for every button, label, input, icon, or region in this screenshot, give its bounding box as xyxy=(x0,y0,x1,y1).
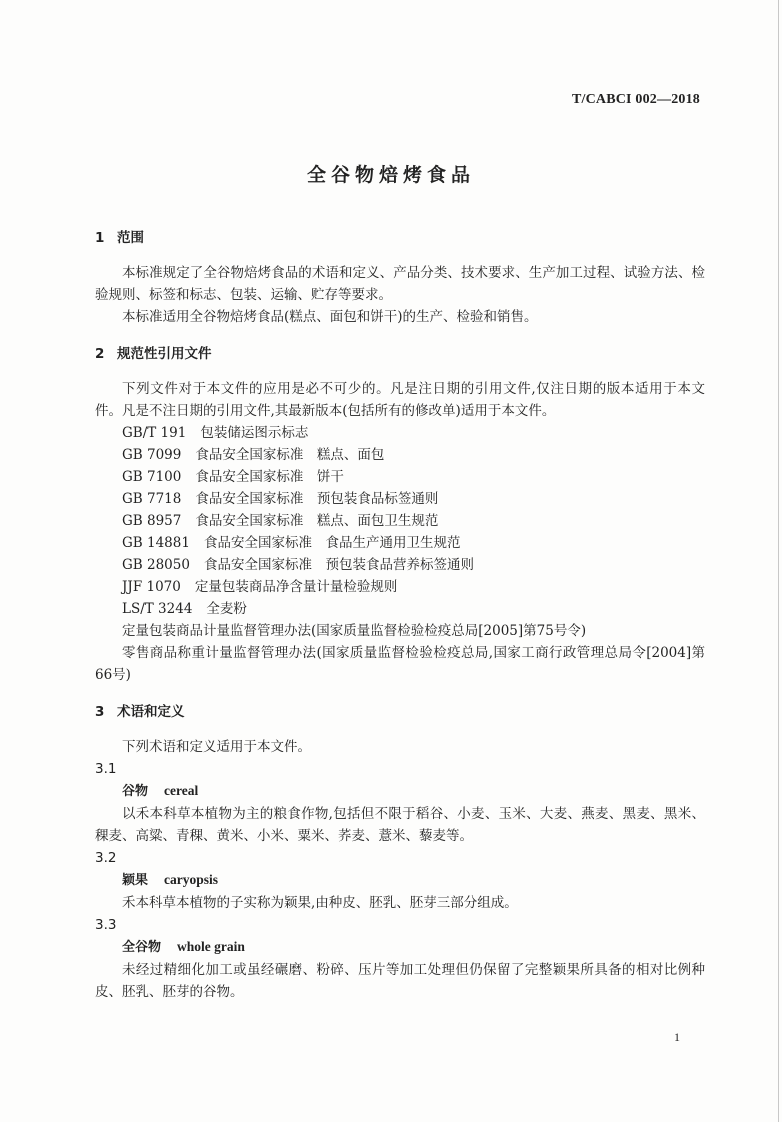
reference-item xyxy=(95,532,705,554)
reference-name: 食品安全国家标准 食品生产通用卫生规范 xyxy=(203,535,461,551)
page-number: 1 xyxy=(674,1030,680,1044)
scope-paragraph: 本标准适用全谷物焙烤食品(糕点、面包和饼干)的生产、检验和销售。 xyxy=(122,309,538,325)
reference-name: 全麦粉 xyxy=(206,601,247,617)
reference-code: LS/T 3244 xyxy=(122,601,193,617)
reference-code: GB 7100 xyxy=(122,469,182,485)
reference-name: 定量包装商品净含量计量检验规则 xyxy=(194,579,398,595)
reference-item xyxy=(95,488,705,510)
reference-item xyxy=(95,510,705,532)
reference-item xyxy=(95,598,705,620)
reference-name: 食品安全国家标准 预包装食品标签通则 xyxy=(195,491,439,507)
section-title: 范围 xyxy=(117,230,144,246)
reference-code: JJF 1070 xyxy=(122,579,181,595)
section-number: 1 xyxy=(95,230,105,246)
reference-code: GB 8957 xyxy=(122,513,182,529)
term-definition: 以禾本科草本植物为主的粮食作物,包括但不限于稻谷、小麦、玉米、大麦、燕麦、黑麦、黑米、稞麦、高粱、青稞、黄米、小米、粟米、荞麦、薏米、藜麦等。 xyxy=(95,806,705,844)
reference-item xyxy=(95,444,705,466)
term-zh: 谷物 xyxy=(122,784,149,799)
section-3-heading xyxy=(95,700,705,720)
document-body xyxy=(95,226,705,1003)
term-number: 3.3 xyxy=(95,917,117,933)
document-title: 全谷物焙烤食品 xyxy=(306,164,475,186)
section-title: 规范性引用文件 xyxy=(117,346,212,362)
term-en: caryopsis xyxy=(164,872,219,887)
term-en: cereal xyxy=(164,783,199,798)
reference-regulation: 零售商品称重计量监督管理办法(国家质量监督检验检疫总局,国家工商行政管理总局令[2004]第66号) xyxy=(95,645,705,683)
term-zh: 颖果 xyxy=(122,873,149,888)
term-number: 3.2 xyxy=(95,850,117,866)
term-zh: 全谷物 xyxy=(122,940,162,955)
reference-code: GB 7099 xyxy=(122,447,182,463)
term-definition: 未经过精细化加工或虽经碾磨、粉碎、压片等加工处理但仍保留了完整颖果所具备的相对比例种皮、胚乳、胚芽的谷物。 xyxy=(95,962,705,1000)
term-definition: 禾本科草本植物的子实称为颖果,由种皮、胚乳、胚芽三部分组成。 xyxy=(122,895,518,911)
section-number: 2 xyxy=(95,346,105,362)
reference-item xyxy=(95,554,705,576)
reference-name: 包装储运图示标志 xyxy=(200,425,309,441)
reference-item xyxy=(95,422,705,444)
term-en: whole grain xyxy=(177,939,245,954)
reference-code: GB 7718 xyxy=(122,491,182,507)
section-1-heading xyxy=(95,226,705,246)
reference-code: GB 28050 xyxy=(122,557,190,573)
term-name xyxy=(95,780,705,803)
section-title: 术语和定义 xyxy=(117,704,185,720)
reference-regulation: 定量包装商品计量监督管理办法(国家质量监督检验检疫总局[2005]第75号令) xyxy=(122,623,587,639)
standard-code: T/CABCI 002—2018 xyxy=(571,92,700,107)
reference-name: 食品安全国家标准 糕点、面包卫生规范 xyxy=(195,513,439,529)
reference-name: 食品安全国家标准 预包装食品营养标签通则 xyxy=(203,557,474,573)
scope-paragraph: 本标准规定了全谷物焙烤食品的术语和定义、产品分类、技术要求、生产加工过程、试验方法、检验规则、标签和标志、包装、运输、贮存等要求。 xyxy=(95,265,705,303)
references-intro: 下列文件对于本文件的应用是必不可少的。凡是注日期的引用文件,仅注日期的版本适用于本文件。凡是不注日期的引用文件,其最新版本(包括所有的修改单)适用于本文件。 xyxy=(95,381,705,419)
term-number: 3.1 xyxy=(95,761,117,777)
reference-item xyxy=(95,466,705,488)
reference-item xyxy=(95,576,705,598)
terms-intro: 下列术语和定义适用于本文件。 xyxy=(122,739,311,755)
reference-code: GB 14881 xyxy=(122,535,190,551)
term-name xyxy=(95,869,705,892)
reference-name: 食品安全国家标准 糕点、面包 xyxy=(195,447,385,463)
section-2-heading xyxy=(95,342,705,362)
section-number: 3 xyxy=(95,704,105,720)
reference-code: GB/T 191 xyxy=(122,425,187,441)
term-name xyxy=(95,936,705,959)
reference-name: 食品安全国家标准 饼干 xyxy=(195,469,344,485)
